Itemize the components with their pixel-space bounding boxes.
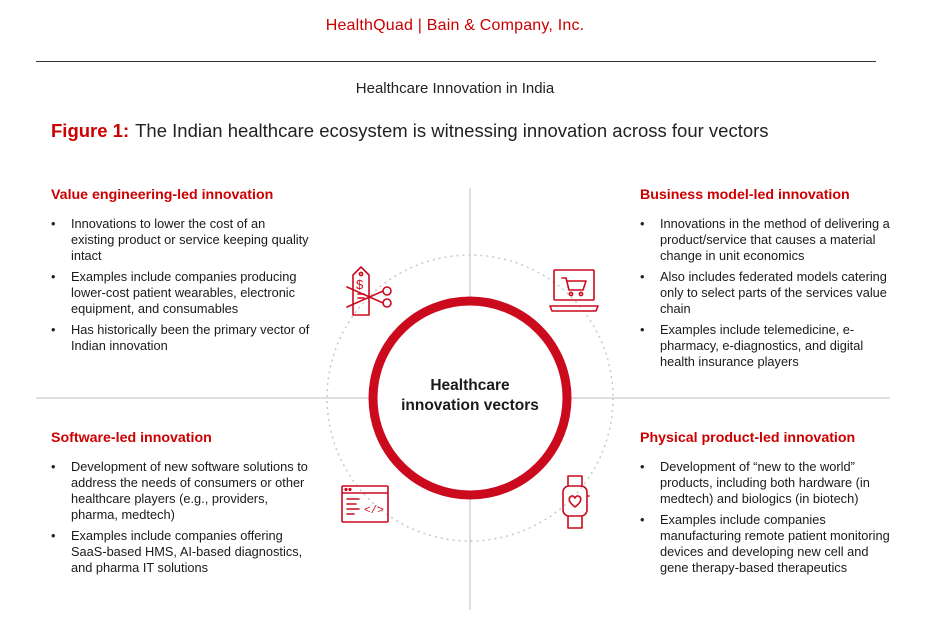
software-list <box>51 459 311 576</box>
list-item: • Examples include companies manufacturing remote patient monitoring devices and developing new cell and gene therapy-based therapeutics <box>640 512 900 576</box>
software-quadrant <box>51 430 311 581</box>
list-item: • Innovations to lower the cost of an existing product or service keeping quality intact <box>51 216 311 264</box>
value-engineering-heading: Value engineering-led innovation <box>51 187 274 203</box>
header-brand: HealthQuad | Bain & Company, Inc. <box>325 17 585 34</box>
center-label-line1: Healthcare <box>430 377 510 394</box>
physical-product-heading: Physical product-led innovation <box>640 430 856 446</box>
list-item: • Examples include telemedicine, e-pharmacy, e-diagnostics, and digital health insurance players <box>640 322 900 370</box>
list-item: • Also includes federated models catering only to select parts of the services value chain <box>640 269 900 317</box>
list-item: • Development of new software solutions to address the needs of consumers or other healthcare players (e.g., providers, pharma, medtech) <box>51 459 311 523</box>
center-label <box>370 376 570 416</box>
value-engineering-quadrant <box>51 187 311 359</box>
code-window-icon <box>342 486 388 522</box>
physical-product-list <box>640 459 900 576</box>
svg-text:</>: </> <box>364 505 384 517</box>
list-item: • Innovations in the method of delivering a product/service that causes a material change in unit economics <box>640 216 900 264</box>
list-item: • Development of “new to the world” products, including both hardware (in medtech) and biologics (in biotech) <box>640 459 900 507</box>
business-model-heading: Business model-led innovation <box>640 187 850 203</box>
business-model-list <box>640 216 900 370</box>
figure-caption: The Indian healthcare ecosystem is witnessing innovation across four vectors <box>135 120 769 141</box>
business-model-quadrant <box>640 187 900 375</box>
physical-product-quadrant <box>640 430 900 581</box>
center-label-line2: innovation vectors <box>401 397 539 414</box>
report-title: Healthcare Innovation in India <box>355 80 555 97</box>
list-item: • Has historically been the primary vector of Indian innovation <box>51 322 311 354</box>
svg-text:$: $ <box>356 277 364 292</box>
list-item: • Examples include companies producing lower-cost patient wearables, electronic equipment, and consumables <box>51 269 311 317</box>
value-engineering-list <box>51 216 311 354</box>
software-heading: Software-led innovation <box>51 430 212 446</box>
laptop-cart-icon <box>550 270 598 311</box>
figure-label: Figure 1: <box>51 120 130 141</box>
price-tag-scissors-icon <box>347 267 391 315</box>
list-item: • Examples include companies offering SaaS-based HMS, AI-based diagnostics, and pharma IT solutions <box>51 528 311 576</box>
